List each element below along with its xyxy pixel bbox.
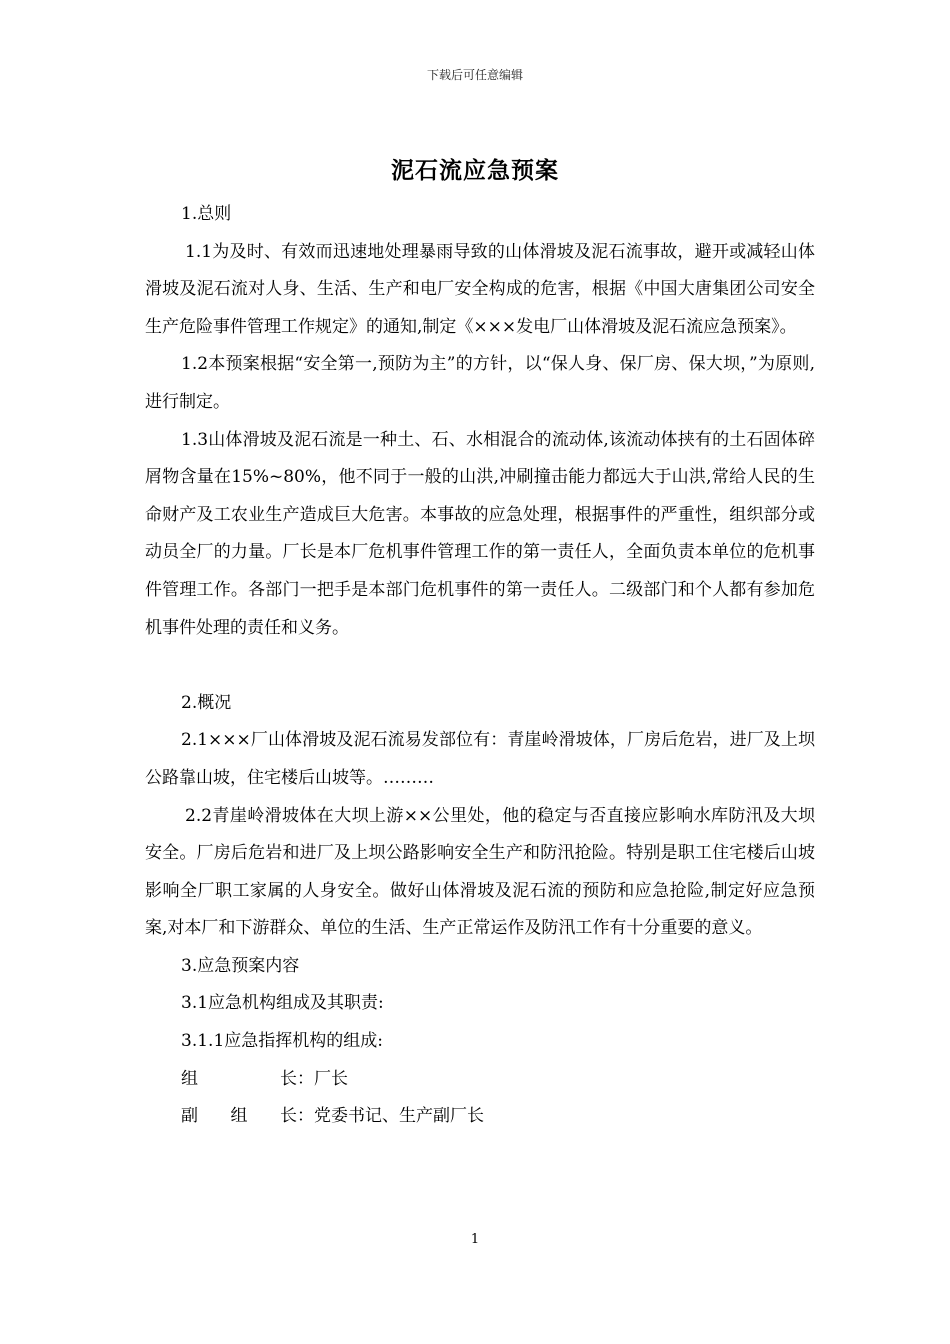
role-row-deputy-leader <box>145 1098 815 1136</box>
paragraph-1-1: 1.1为及时、有效而迅速地处理暴雨导致的山体滑坡及泥石流事故，避开或减轻山体滑坡及泥石流对人身、生活、生产和电厂安全构成的危害，根据《中国大唐集团公司安全生产危险事件管理工作规定》的通知,制定《×××发电厂山体滑坡及泥石流应急预案》。 <box>145 241 815 337</box>
paragraph-1-2: 1.2本预案根据“安全第一,预防为主”的方针，以“保人身、保厂房、保大坝，”为原则,进行制定。 <box>145 354 815 412</box>
document-title: 泥石流应急预案 <box>391 157 559 184</box>
document-body <box>145 196 815 1136</box>
page-header-note: 下载后可任意编辑 <box>426 68 523 82</box>
role-value: ：厂长 <box>297 1068 348 1089</box>
paragraph-1-3: 1.3山体滑坡及泥石流是一种土、石、水相混合的流动体,该流动体挟有的土石固体碎屑物含量在15%~80%，他不同于一般的山洪,冲刷撞击能力都远大于山洪,常给人民的生命财产及工农业生产造成巨大危害。本事故的应急处理，根据事件的严重性，组织部分或动员全厂的力量。厂长是本厂危机事件管理工作的第一责任人，全面负责本单位的危机事件管理工作。各部门一把手是本部门危机事件的第一责任人。二级部门和个人都有参加危机事件处理的责任和义务。 <box>145 429 815 638</box>
role-row-leader <box>145 1061 815 1099</box>
section-3-heading: 3.应急预案内容 <box>181 955 300 976</box>
section-3-1-heading: 3.1应急机构组成及其职责: <box>181 993 384 1014</box>
section-1-heading: 1.总则 <box>181 204 232 224</box>
section-3-1-1-heading: 3.1.1应急指挥机构的组成: <box>181 1031 383 1052</box>
blank-line <box>145 647 815 685</box>
role-label: 组长 <box>181 1068 297 1089</box>
paragraph-2-2: 2.2青崖岭滑坡体在大坝上游××公里处，他的稳定与否直接应影响水库防汛及大坝安全。厂房后危岩和进厂及上坝公路影响安全生产和防汛抢险。特别是职工住宅楼后山坡影响全厂职工家属的人身安全。做好山体滑坡及泥石流的预防和应急抢险,制定好应急预案,对本厂和下游群众、单位的生活、生产正常运作及防汛工作有十分重要的意义。 <box>145 805 815 939</box>
role-value: ：党委书记、生产副厂长 <box>297 1106 484 1127</box>
paragraph-2-1: 2.1×××厂山体滑坡及泥石流易发部位有：青崖岭滑坡体，厂房后危岩，进厂及上坝公路靠山坡，住宅楼后山坡等。……… <box>145 730 815 788</box>
page-number: 1 <box>470 1232 480 1247</box>
section-2-heading: 2.概况 <box>181 692 232 713</box>
role-label: 副组长 <box>181 1106 297 1127</box>
